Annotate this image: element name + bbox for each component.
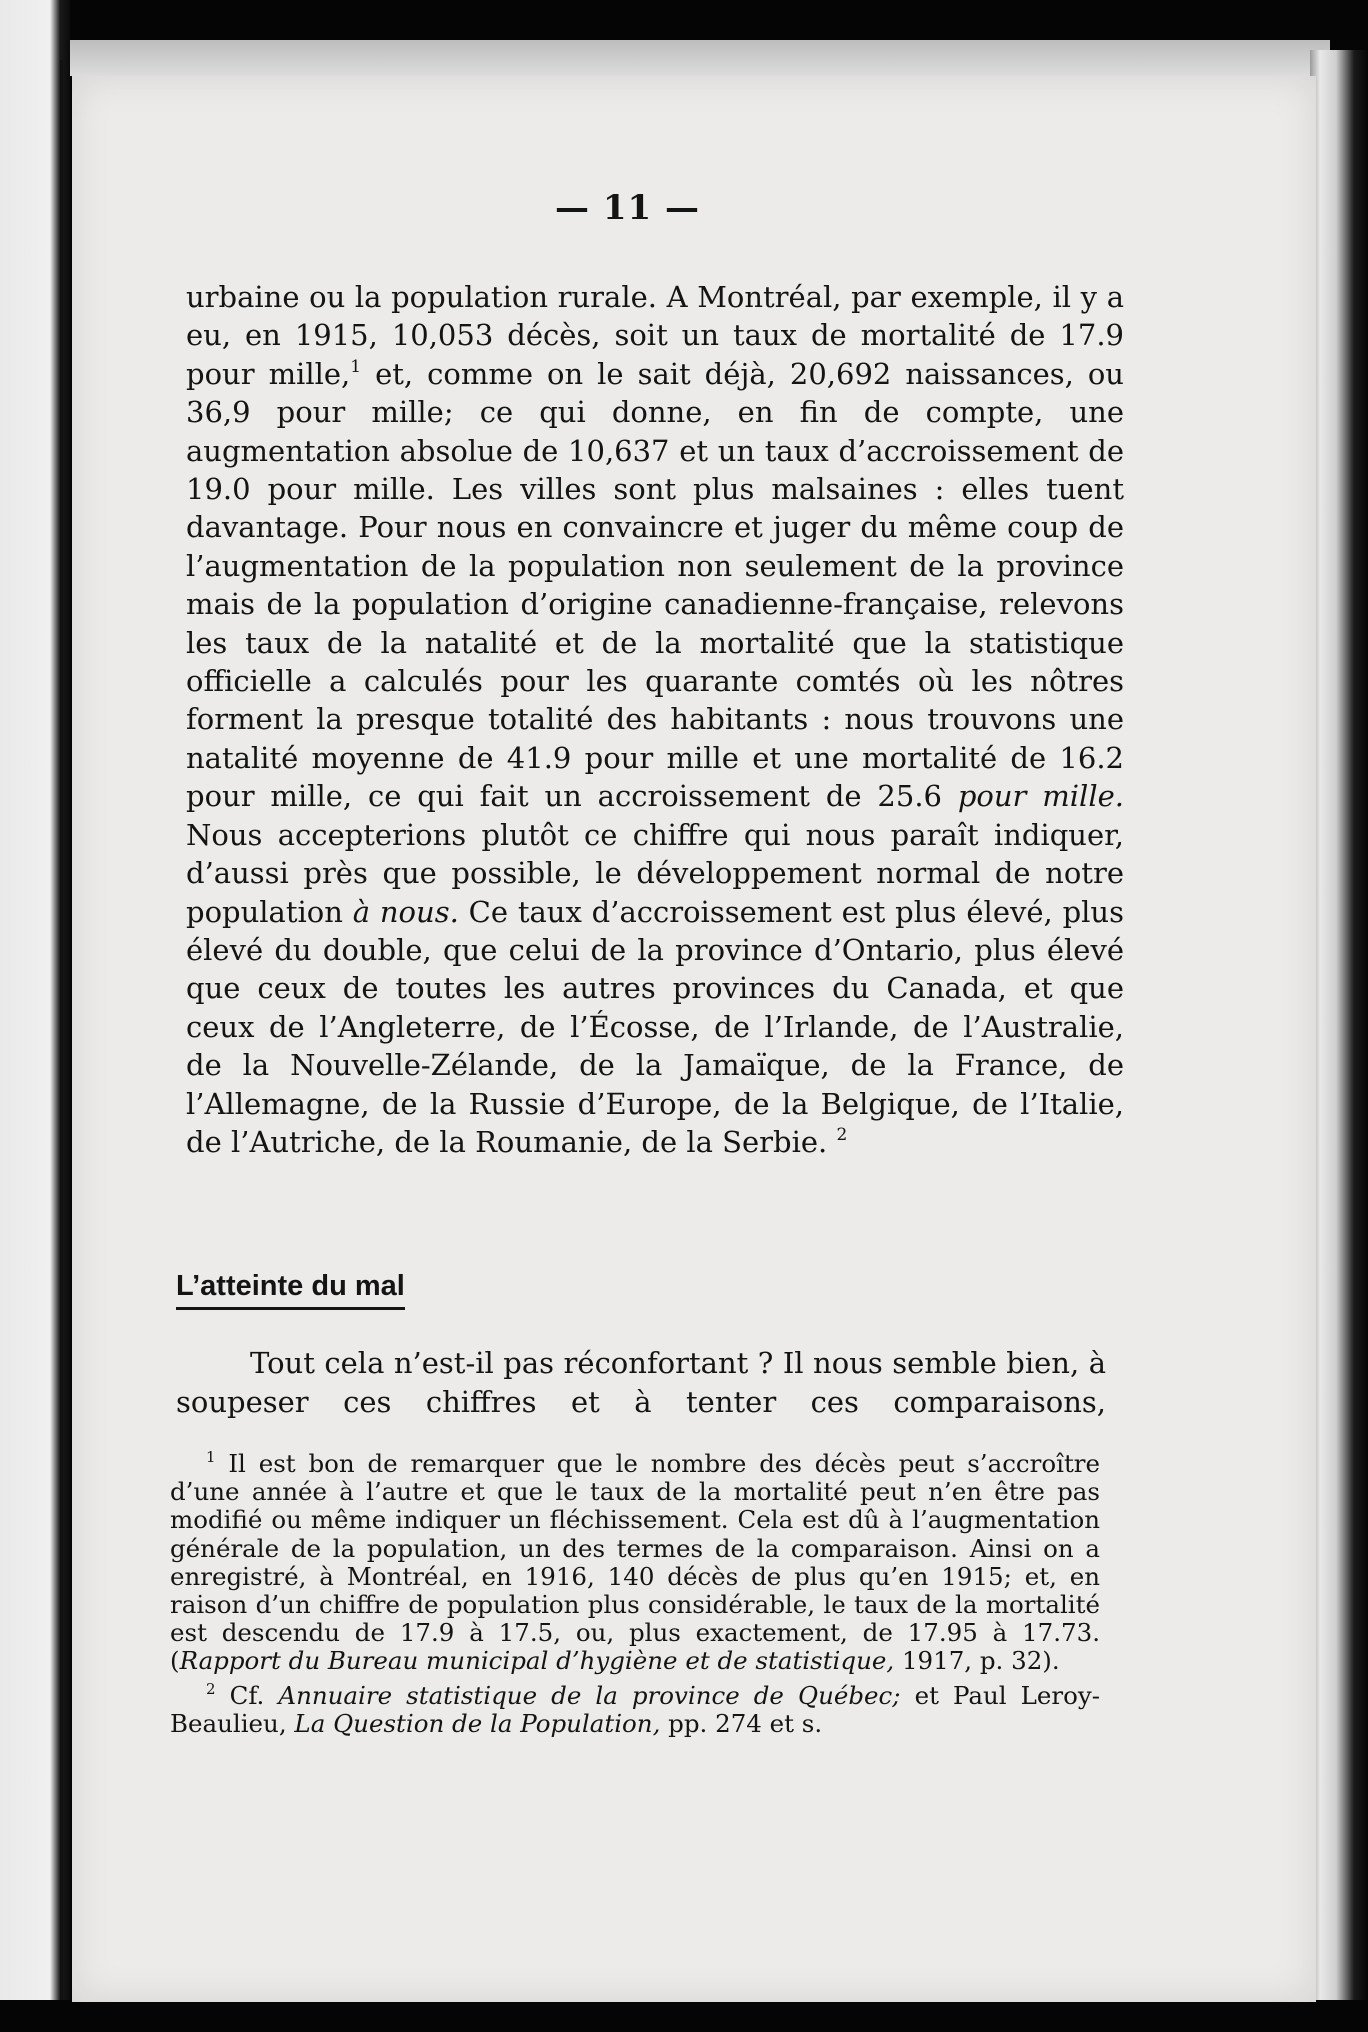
footnote-1: [170, 1450, 1100, 1676]
footnote-text: 1917, p. 32).: [894, 1646, 1060, 1676]
footnote-reference: 1: [350, 356, 362, 377]
paragraph-text: Nous accepterions plutôt ce chiffre qui nous paraît indiquer, d’aussi près que possible, le développement normal de notre population: [186, 817, 1124, 929]
footnote-citation: Rapport du Bureau municipal d’hygiène et de statistique,: [179, 1646, 895, 1676]
footnote-mark: 2: [206, 1679, 216, 1698]
section-heading: L’atteinte du mal: [176, 1270, 405, 1310]
page-number: — 11 —: [555, 188, 700, 228]
footnotes: [170, 1450, 1100, 1744]
emphasis-text: pour mille.: [957, 779, 1124, 814]
scan-top-margin: [70, 40, 1330, 76]
footnote-reference: 2: [836, 1124, 848, 1145]
body-paragraph-2: Tout cela n’est-il pas réconfortant ? Il nous semble bien, à soupeser ces chiffres et à tenter ces comparaisons,: [176, 1346, 1106, 1419]
footnote-text: pp. 274 et s.: [660, 1708, 823, 1738]
binding-edge: [60, 60, 63, 2020]
paragraph-text: et, comme on le sait déjà, 20,692 naissances, ou 36,9 pour mille; ce qui donne, en fin de compte, une augmentation absolue de 10,637 et un taux d’accroissement de 19.0 pour mille. Les villes sont plus malsaines : elles tuent davantage. Pour nous en convaincre et juger du même coup de l’augmentation de la population non seulement de la province mais de la population d’origine canadienne-française, relevons les taux de la natalité et de la mortalité que la statistique officielle a calculés pour les quarante comtés où les nôtres forment la presque totalité des habitants : nous trouvons une natalité moyenne de 41.9 pour mille et une mortalité de 16.2 pour mille, ce qui fait un accroissement de 25.6: [186, 356, 1124, 814]
footnote-2: [170, 1679, 1101, 1738]
paragraph-text: urbaine ou la population rurale. A Montréal, par exemple, il y a eu, en 1915, 10,053 décès, soit un taux de mortalité de 17.9 pour mille,: [186, 280, 1124, 391]
footnote-text: Cf.: [215, 1680, 279, 1710]
footnote-mark: 1: [206, 1448, 216, 1466]
footnote-text: et Paul Leroy-Beaulieu,: [170, 1680, 1101, 1738]
emphasis-text: à nous.: [352, 894, 459, 929]
body-paragraph: [186, 278, 1124, 1161]
footnote-citation: La Question de la Population,: [294, 1708, 661, 1738]
scan-bottom-margin: [0, 2000, 1368, 2032]
paragraph-text: Ce taux d’accroissement est plus élevé, plus élevé du double, que celui de la province d’Ontario, plus élevé que ceux de toutes les autres provinces du Canada, et que ceux de l’Angleterre, de l’Écosse, de l’Irlande, de l’Australie, de la Nouvelle-Zélande, de la Jamaïque, de la France, de l’Allemagne, de la Russie d’Europe, de la Belgique, de l’Italie, de l’Autriche, de la Roumanie, de la Serbie.: [186, 894, 1124, 1159]
book-cover-edge: [1310, 50, 1368, 2032]
footnote-text: Il est bon de remarquer que le nombre des décès peut s’accroître d’une année à l’autre et que le taux de la mortalité peut n’en être pas modifié ou même indiquer un fléchissement. Cela est dû à l’augmentation générale de la population, un des termes de la comparaison. Ainsi on a enregistré, à Montréal, en 1916, 140 décès de plus qu’en 1915; et, en raison d’un chiffre de population plus considérable, le taux de la mortalité est descendu de 17.9 à 17.5, ou, plus exactement, de 17.95 à 17.73. (: [170, 1449, 1100, 1676]
footnote-citation: Annuaire statistique de la province de Québec;: [278, 1680, 901, 1710]
